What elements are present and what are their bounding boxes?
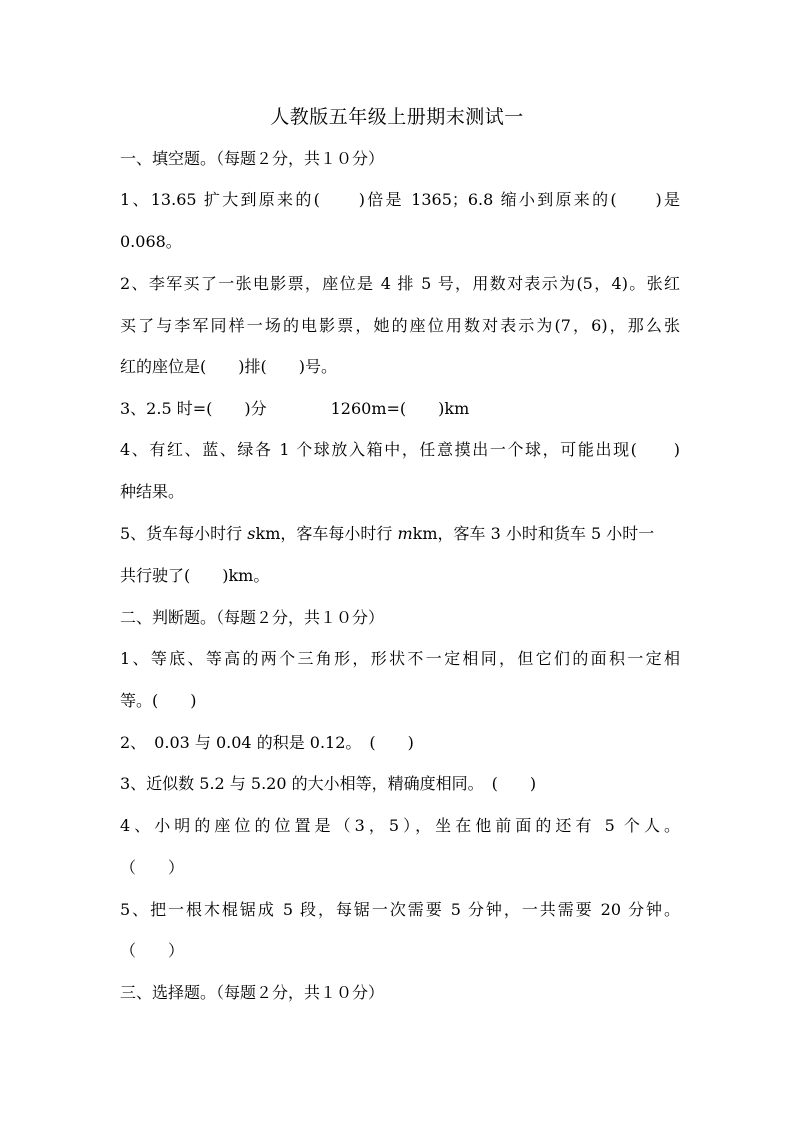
s2-q3-line1: 3、近似数 5.2 与 5.20 的大小相等，精确度相同。 ( ) bbox=[120, 774, 537, 793]
s1-q5-text-b: km，客车每小时行 bbox=[255, 524, 398, 543]
s1-q5-var-m: m bbox=[397, 524, 413, 543]
s1-q2-line1: 2、李军买了一张电影票，座位是 4 排 5 号，用数对表示为(5，4)。张红 bbox=[120, 274, 680, 293]
section-1-heading: 一、填空题。（每题２分，共１０分） bbox=[120, 149, 385, 168]
s1-q1-line1: 1、13.65 扩大到原来的( )倍是 1365；6.8 缩小到原来的( )是 bbox=[120, 190, 680, 209]
s1-q5-line1 bbox=[120, 523, 680, 545]
s1-q2-line2: 买了与李军同样一场的电影票，她的座位用数对表示为(7，6)，那么张 bbox=[120, 316, 680, 335]
section-3-heading: 三、选择题。（每题２分，共１０分） bbox=[120, 983, 385, 1002]
s2-q5-line2: （ ） bbox=[120, 941, 185, 960]
s1-q4-line1: 4、有红、蓝、绿各 1 个球放入箱中，任意摸出一个球，可能出现( ) bbox=[120, 440, 680, 459]
exam-title: 人教版五年级上册期末测试一 bbox=[270, 106, 524, 128]
s1-q2-line3: 红的座位是( )排( )号。 bbox=[120, 357, 337, 376]
s2-q1-line2: 等。( ) bbox=[120, 691, 197, 710]
section-2-heading: 二、判断题。（每题２分，共１０分） bbox=[120, 608, 385, 627]
s1-q5-var-s: s bbox=[247, 524, 256, 543]
s1-q3-line1: 3、2.5 时=( )分 1260m=( )km bbox=[120, 399, 470, 418]
s1-q5-text-c: km，客车 3 小时和货车 5 小时一 bbox=[412, 524, 655, 543]
s1-q4-line2: 种结果。 bbox=[120, 482, 185, 501]
s2-q4-line1: 4、小明的座位的位置是（3，5），坐在他前面的还有 5 个人。 bbox=[120, 816, 680, 835]
s2-q5-line1: 5、把一根木棍锯成 5 段，每锯一次需要 5 分钟，一共需要 20 分钟。 bbox=[120, 900, 680, 919]
s2-q2-line1: 2、 0.03 与 0.04 的积是 0.12。 ( ) bbox=[120, 733, 414, 752]
s2-q1-line1: 1、等底、等高的两个三角形，形状不一定相同，但它们的面积一定相 bbox=[120, 649, 680, 668]
s2-q4-line2: （ ） bbox=[120, 858, 185, 877]
s1-q5-line2: 共行驶了( )km。 bbox=[120, 566, 270, 585]
s1-q5-text-a: 5、货车每小时行 bbox=[120, 524, 248, 543]
s1-q1-line2: 0.068。 bbox=[120, 232, 182, 251]
